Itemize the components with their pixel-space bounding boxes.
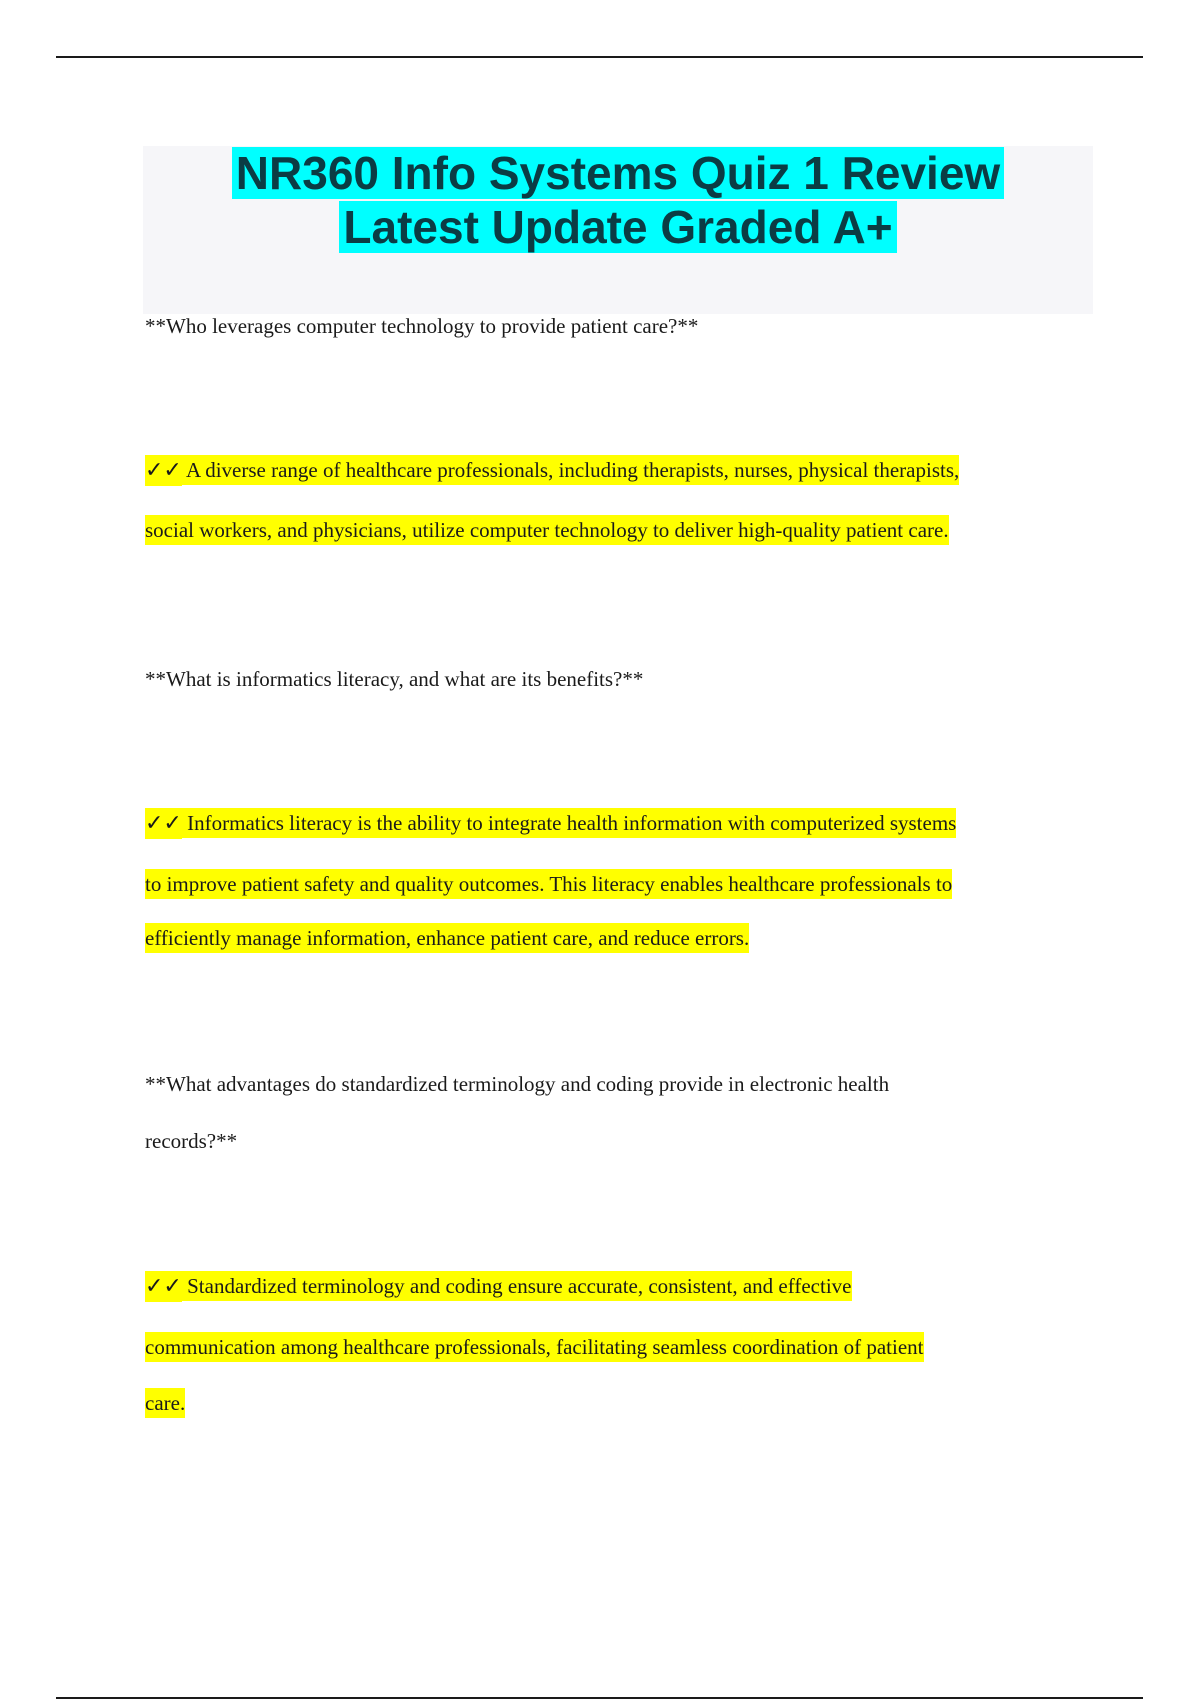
- title-line-1: NR360 Info Systems Quiz 1 Review: [232, 147, 1004, 199]
- double-check-icon: ✓✓: [145, 808, 182, 839]
- answer-3-line-1: Standardized terminology and coding ensure accurate, consistent, and effective: [187, 1271, 851, 1301]
- answer-2-line-3: efficiently manage information, enhance patient care, and reduce errors.: [145, 923, 749, 953]
- answer-3-line-2: communication among healthcare professionals, facilitating seamless coordination of patient: [145, 1332, 924, 1362]
- question-1: **Who leverages computer technology to provide patient care?**: [145, 314, 699, 338]
- question-2: **What is informatics literacy, and what are its benefits?**: [145, 667, 644, 691]
- title-line-2: Latest Update Graded A+: [339, 201, 896, 253]
- answer-2-line-2: to improve patient safety and quality outcomes. This literacy enables healthcare professionals to: [145, 869, 952, 899]
- document-title: [143, 146, 1093, 254]
- answer-2-line-1: Informatics literacy is the ability to integrate health information with computerized systems: [187, 808, 956, 838]
- answer-1-line-1: A diverse range of healthcare professionals, including therapists, nurses, physical therapists,: [186, 455, 959, 485]
- bottom-rule: [56, 1697, 1143, 1699]
- top-rule: [56, 56, 1143, 58]
- question-3-line-2: records?**: [145, 1129, 238, 1153]
- question-3-line-1: **What advantages do standardized terminology and coding provide in electronic health: [145, 1072, 890, 1096]
- answer-1-line-2: social workers, and physicians, utilize computer technology to deliver high-quality patient care.: [145, 515, 949, 545]
- double-check-icon: ✓✓: [145, 455, 182, 486]
- double-check-icon: ✓✓: [145, 1271, 182, 1302]
- answer-3-line-3: care.: [145, 1388, 185, 1418]
